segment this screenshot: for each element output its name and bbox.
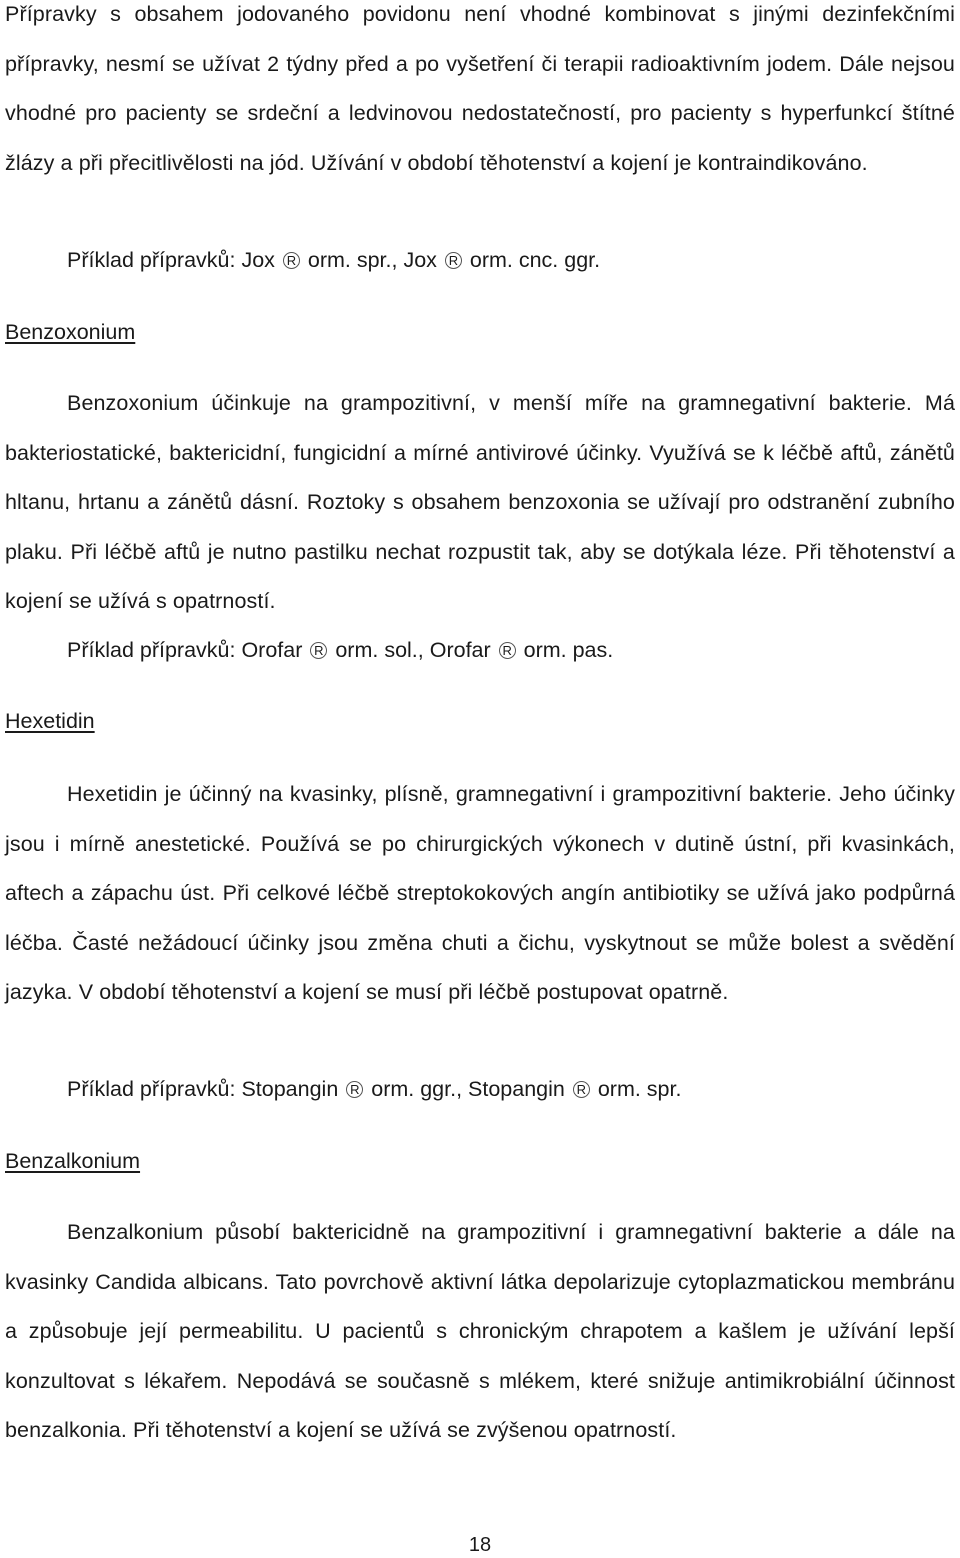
example-suffix: orm. spr.: [591, 1077, 682, 1101]
example-prefix: Příklad přípravků: Orofar: [67, 638, 303, 662]
registered-mark-icon: R: [573, 1081, 590, 1098]
example-prefix: Příklad přípravků: Jox: [67, 248, 275, 272]
registered-mark-icon: R: [283, 252, 300, 269]
example-suffix: orm. cnc. ggr.: [463, 248, 601, 272]
registered-mark-icon: R: [346, 1081, 363, 1098]
benzoxonium-example: [67, 626, 947, 676]
hexetidin-paragraph: Hexetidin je účinný na kvasinky, plísně, gramnegativní i grampozitivní bakterie. Jeho účinky jsou i mírně anestetické. Používá se po chirurgických výkonech v dutině ústní, při kvasinkách, aftech a zápachu úst. Při celkové léčbě streptokokových angín antibiotiky se užívá jako podpůrná léčba. Časté nežádoucí účinky jsou změna chuti a čichu, vyskytnout se může bolest a svědění jazyka. V období těhotenství a kojení se musí při léčbě postupovat opatrně.: [5, 782, 955, 1005]
example-suffix: orm. pas.: [517, 638, 614, 662]
jod-example: [67, 236, 947, 286]
section-heading-benzoxonium: Benzoxonium: [5, 320, 136, 344]
benzalkonium-paragraph: Benzalkonium působí baktericidně na grampozitivní i gramnegativní bakterie a dále na kvasinky Candida albicans. Tato povrchově aktivní látka depolarizuje cytoplazmatickou membránu a způsobuje její permeabilitu. U pacientů s chronickým chrapotem a kašlem je užívání lepší konzultovat s lékařem. Nepodává se současně s mlékem, které snižuje antimikrobiální účinnost benzalkonia. Při těhotenství a kojení se užívá se zvýšenou opatrností.: [5, 1220, 955, 1443]
hexetidin-example: [67, 1065, 947, 1115]
page-number: 18: [468, 1534, 492, 1556]
example-mid: orm. spr., Jox: [301, 248, 437, 272]
jod-paragraph: Přípravky s obsahem jodovaného povidonu není vhodné kombinovat s jinými dezinfekčními přípravky, nesmí se užívat 2 týdny před a po vyšetření či terapii radioaktivním jodem. Dále nejsou vhodné pro pacienty se srdeční a ledvinovou nedostatečností, pro pacienty s hyperfunkcí štítné žlázy a při přecitlivělosti na jód. Užívání v období těhotenství a kojení je kontraindikováno.: [5, 2, 955, 175]
example-prefix: Příklad přípravků: Stopangin: [67, 1077, 339, 1101]
registered-mark-icon: R: [310, 642, 327, 659]
section-heading-hexetidin: Hexetidin: [5, 709, 95, 733]
benzoxonium-paragraph: Benzoxonium účinkuje na grampozitivní, v menší míře na gramnegativní bakterie. Má bakteriostatické, baktericidní, fungicidní a mírné antivirové účinky. Využívá se k léčbě aftů, zánětů hltanu, hrtanu a zánětů dásní. Roztoky s obsahem benzoxonia se užívají pro odstranění zubního plaku. Při léčbě aftů je nutno pastilku nechat rozpustit tak, aby se dotýkala léze. Při těhotenství a kojení se užívá s opatrností.: [5, 391, 955, 614]
example-mid: orm. sol., Orofar: [329, 638, 491, 662]
section-heading-benzalkonium: Benzalkonium: [5, 1149, 141, 1173]
registered-mark-icon: R: [499, 642, 516, 659]
registered-mark-icon: R: [445, 252, 462, 269]
example-mid: orm. ggr., Stopangin: [365, 1077, 565, 1101]
